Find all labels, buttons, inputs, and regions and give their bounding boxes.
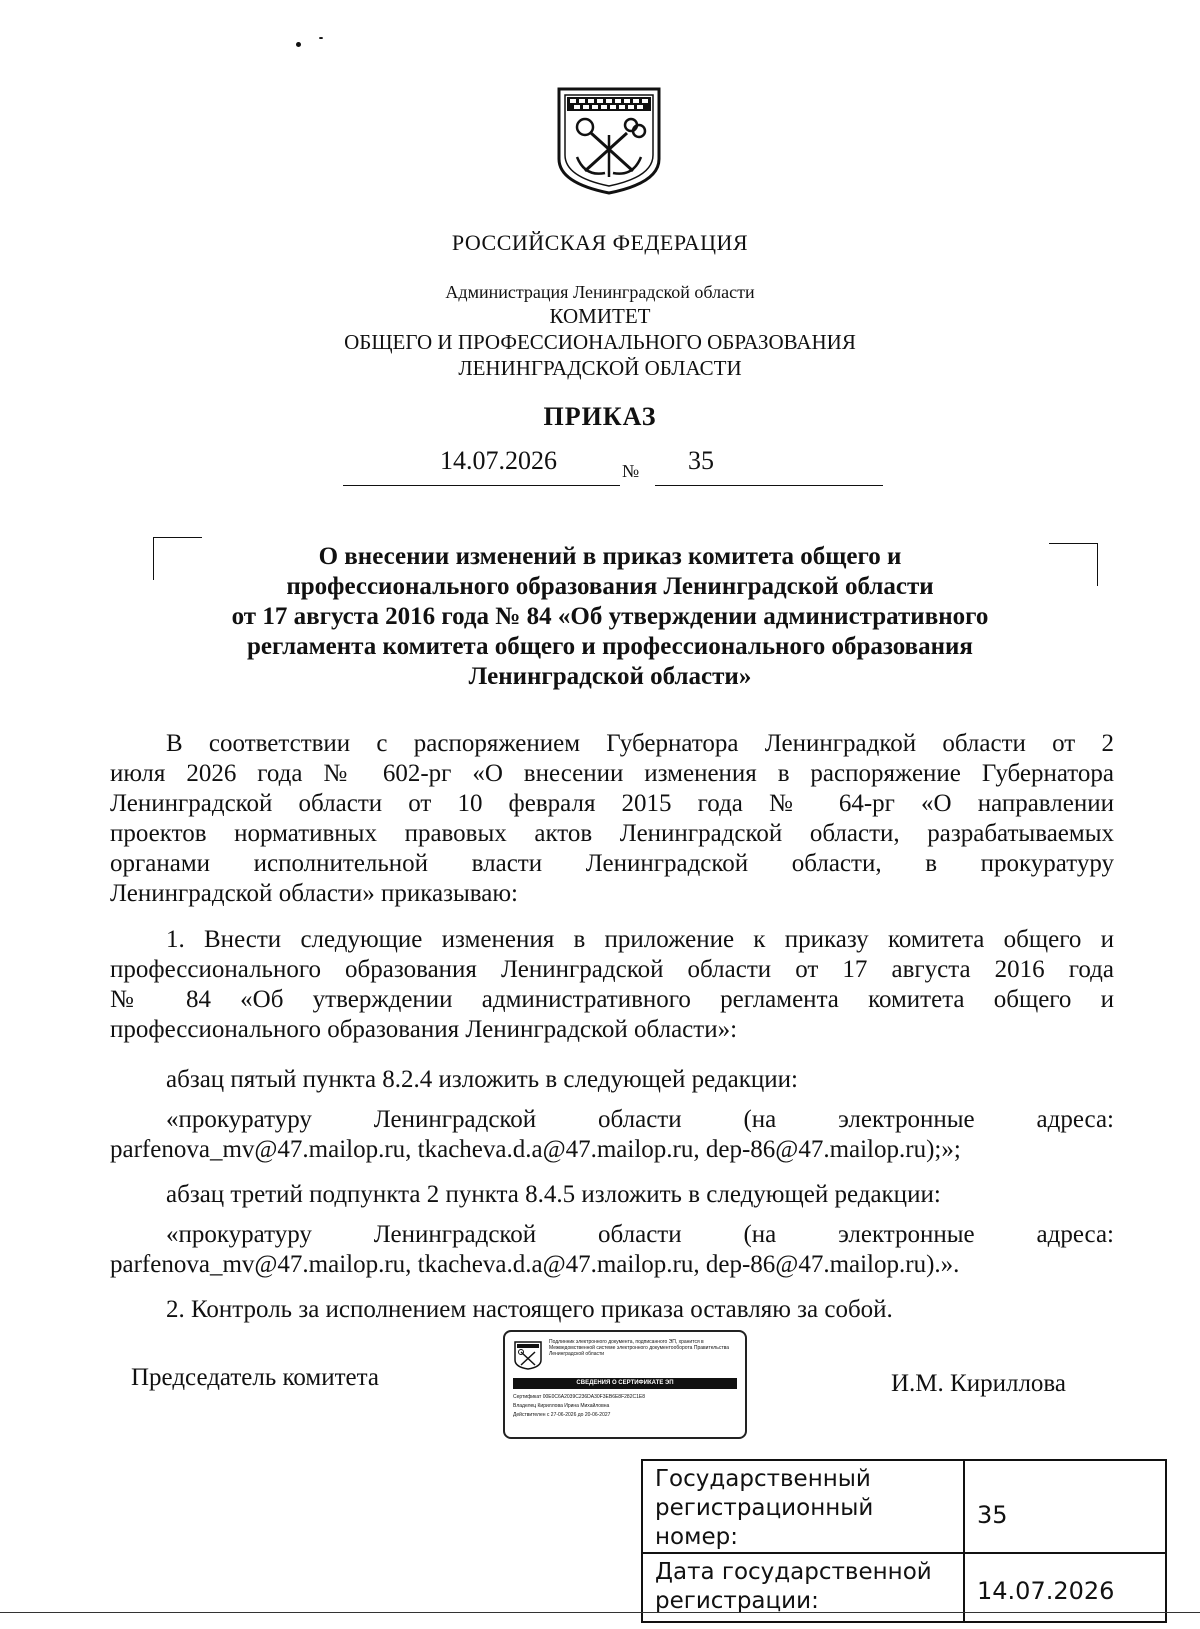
committee-label: КОМИТЕТ (549, 304, 651, 328)
signer-name: И.М. Кириллова (891, 1370, 1066, 1397)
registration-number-label (642, 1460, 964, 1553)
text-line: профессионального образования Ленинградской области от 17 августа 2016 года (110, 956, 1114, 983)
subject-line: Ленинградской области» (468, 663, 752, 690)
order-subject (170, 542, 1050, 692)
registration-table (641, 1459, 1167, 1623)
label-line: Государственный (655, 1466, 871, 1492)
text-line: июля 2026 года № 602-рг «О внесении изменения в распоряжение Губернатора (110, 760, 1114, 787)
registration-date-value: 14.07.2026 (964, 1553, 1166, 1622)
registration-number-value: 35 (964, 1460, 1166, 1553)
organization-line-1: ОБЩЕГО И ПРОФЕССИОНАЛЬНОГО ОБРАЗОВАНИЯ (344, 330, 856, 354)
order-date: 14.07.2026 (440, 446, 557, 475)
text-line: 2. Контроль за исполнением настоящего приказа оставляю за собой. (166, 1296, 893, 1323)
stamp-certificate-banner: СВЕДЕНИЯ О СЕРТИФИКАТЕ ЭП (513, 1378, 737, 1389)
scan-speck (319, 37, 323, 39)
label-line: Дата государственной (655, 1559, 932, 1585)
text-line: 1. Внести следующие изменения в приложение к приказу комитета общего и (166, 926, 1114, 953)
item-2-paragraph (110, 1295, 1114, 1325)
text-line: абзац третий подпункта 2 пункта 8.4.5 изложить в следующей редакции: (166, 1181, 941, 1208)
text-line: абзац пятый пункта 8.2.4 изложить в следующей редакции: (166, 1066, 798, 1093)
text-line: органами исполнительной власти Ленинградской области, в прокуратуру (110, 850, 1114, 877)
text-line: parfenova_mv@47.mailop.ru, tkacheva.d.a@47.mailop.ru, dep-86@47.mailop.ru);»; (110, 1136, 961, 1163)
page-bottom-rule (0, 1612, 1200, 1613)
amendment-2-intro (110, 1180, 1114, 1210)
stamp-validity: Действителен с 27-06-2026 до 20-06-2027 (513, 1412, 611, 1418)
text-line: проектов нормативных правовых актов Ленинградской области, разрабатываемых (110, 820, 1114, 847)
administration-name: Администрация Ленинградской области (445, 282, 755, 302)
country-name: РОССИЙСКАЯ ФЕДЕРАЦИЯ (451, 230, 749, 255)
stamp-header-text: Подлинник электронного документа, подписанного ЭП, хранится в Межведомственной системе электронного документооборота Правительства Ленинградской области (549, 1339, 729, 1357)
amendment-1-text (110, 1105, 1114, 1165)
amendment-1-intro (110, 1065, 1114, 1095)
stamp-certificate-id: Сертификат 00E0C6A2039C236DA30F3EB6E8F282C1E8 (513, 1394, 645, 1400)
preamble-paragraph (110, 729, 1114, 909)
text-line: профессионального образования Ленинградской области»: (110, 1016, 738, 1043)
subject-line: профессионального образования Ленинградской области (286, 573, 934, 600)
text-line: В соответствии с распоряжением Губернатора Ленинградкой области от 2 (166, 730, 1114, 757)
coat-of-arms-icon (513, 1340, 543, 1370)
signer-position: Председатель комитета (131, 1364, 379, 1391)
subject-line: О внесении изменений в приказ комитета общего и (318, 543, 902, 570)
coat-of-arms-icon (555, 85, 663, 195)
amendment-2-text (110, 1220, 1114, 1280)
item-1-paragraph (110, 925, 1114, 1045)
document-type-title: ПРИКАЗ (543, 402, 657, 431)
number-underline (655, 485, 883, 486)
table-row (642, 1460, 1166, 1553)
date-underline (343, 485, 620, 486)
text-line: «прокуратуру Ленинградской области (на электронные адреса: (166, 1106, 1114, 1133)
text-line: № 84 «Об утверждении административного регламента комитета общего и (110, 986, 1114, 1013)
text-line: Ленинградской области от 10 февраля 2015 года № 64-рг «О направлении (110, 790, 1114, 817)
text-line: Ленинградской области» приказываю: (110, 880, 518, 907)
scan-speck (296, 42, 301, 47)
electronic-signature-stamp (503, 1330, 747, 1439)
number-sign: № (622, 461, 640, 481)
stamp-owner: Владелец Кириллова Ирина Михайловна (513, 1403, 610, 1409)
text-line: parfenova_mv@47.mailop.ru, tkacheva.d.a@47.mailop.ru, dep-86@47.mailop.ru).». (110, 1251, 960, 1278)
subject-line: регламента комитета общего и профессионального образования (247, 633, 973, 660)
subject-corner-bracket-right (1049, 543, 1098, 586)
organization-line-2: ЛЕНИНГРАДСКОЙ ОБЛАСТИ (458, 356, 742, 380)
label-line: регистрационный номер: (655, 1495, 874, 1550)
label-line: регистрации: (655, 1588, 819, 1614)
order-number: 35 (688, 446, 714, 475)
subject-line: от 17 августа 2016 года № 84 «Об утверждении административного (231, 603, 989, 630)
text-line: «прокуратуру Ленинградской области (на электронные адреса: (166, 1221, 1114, 1248)
